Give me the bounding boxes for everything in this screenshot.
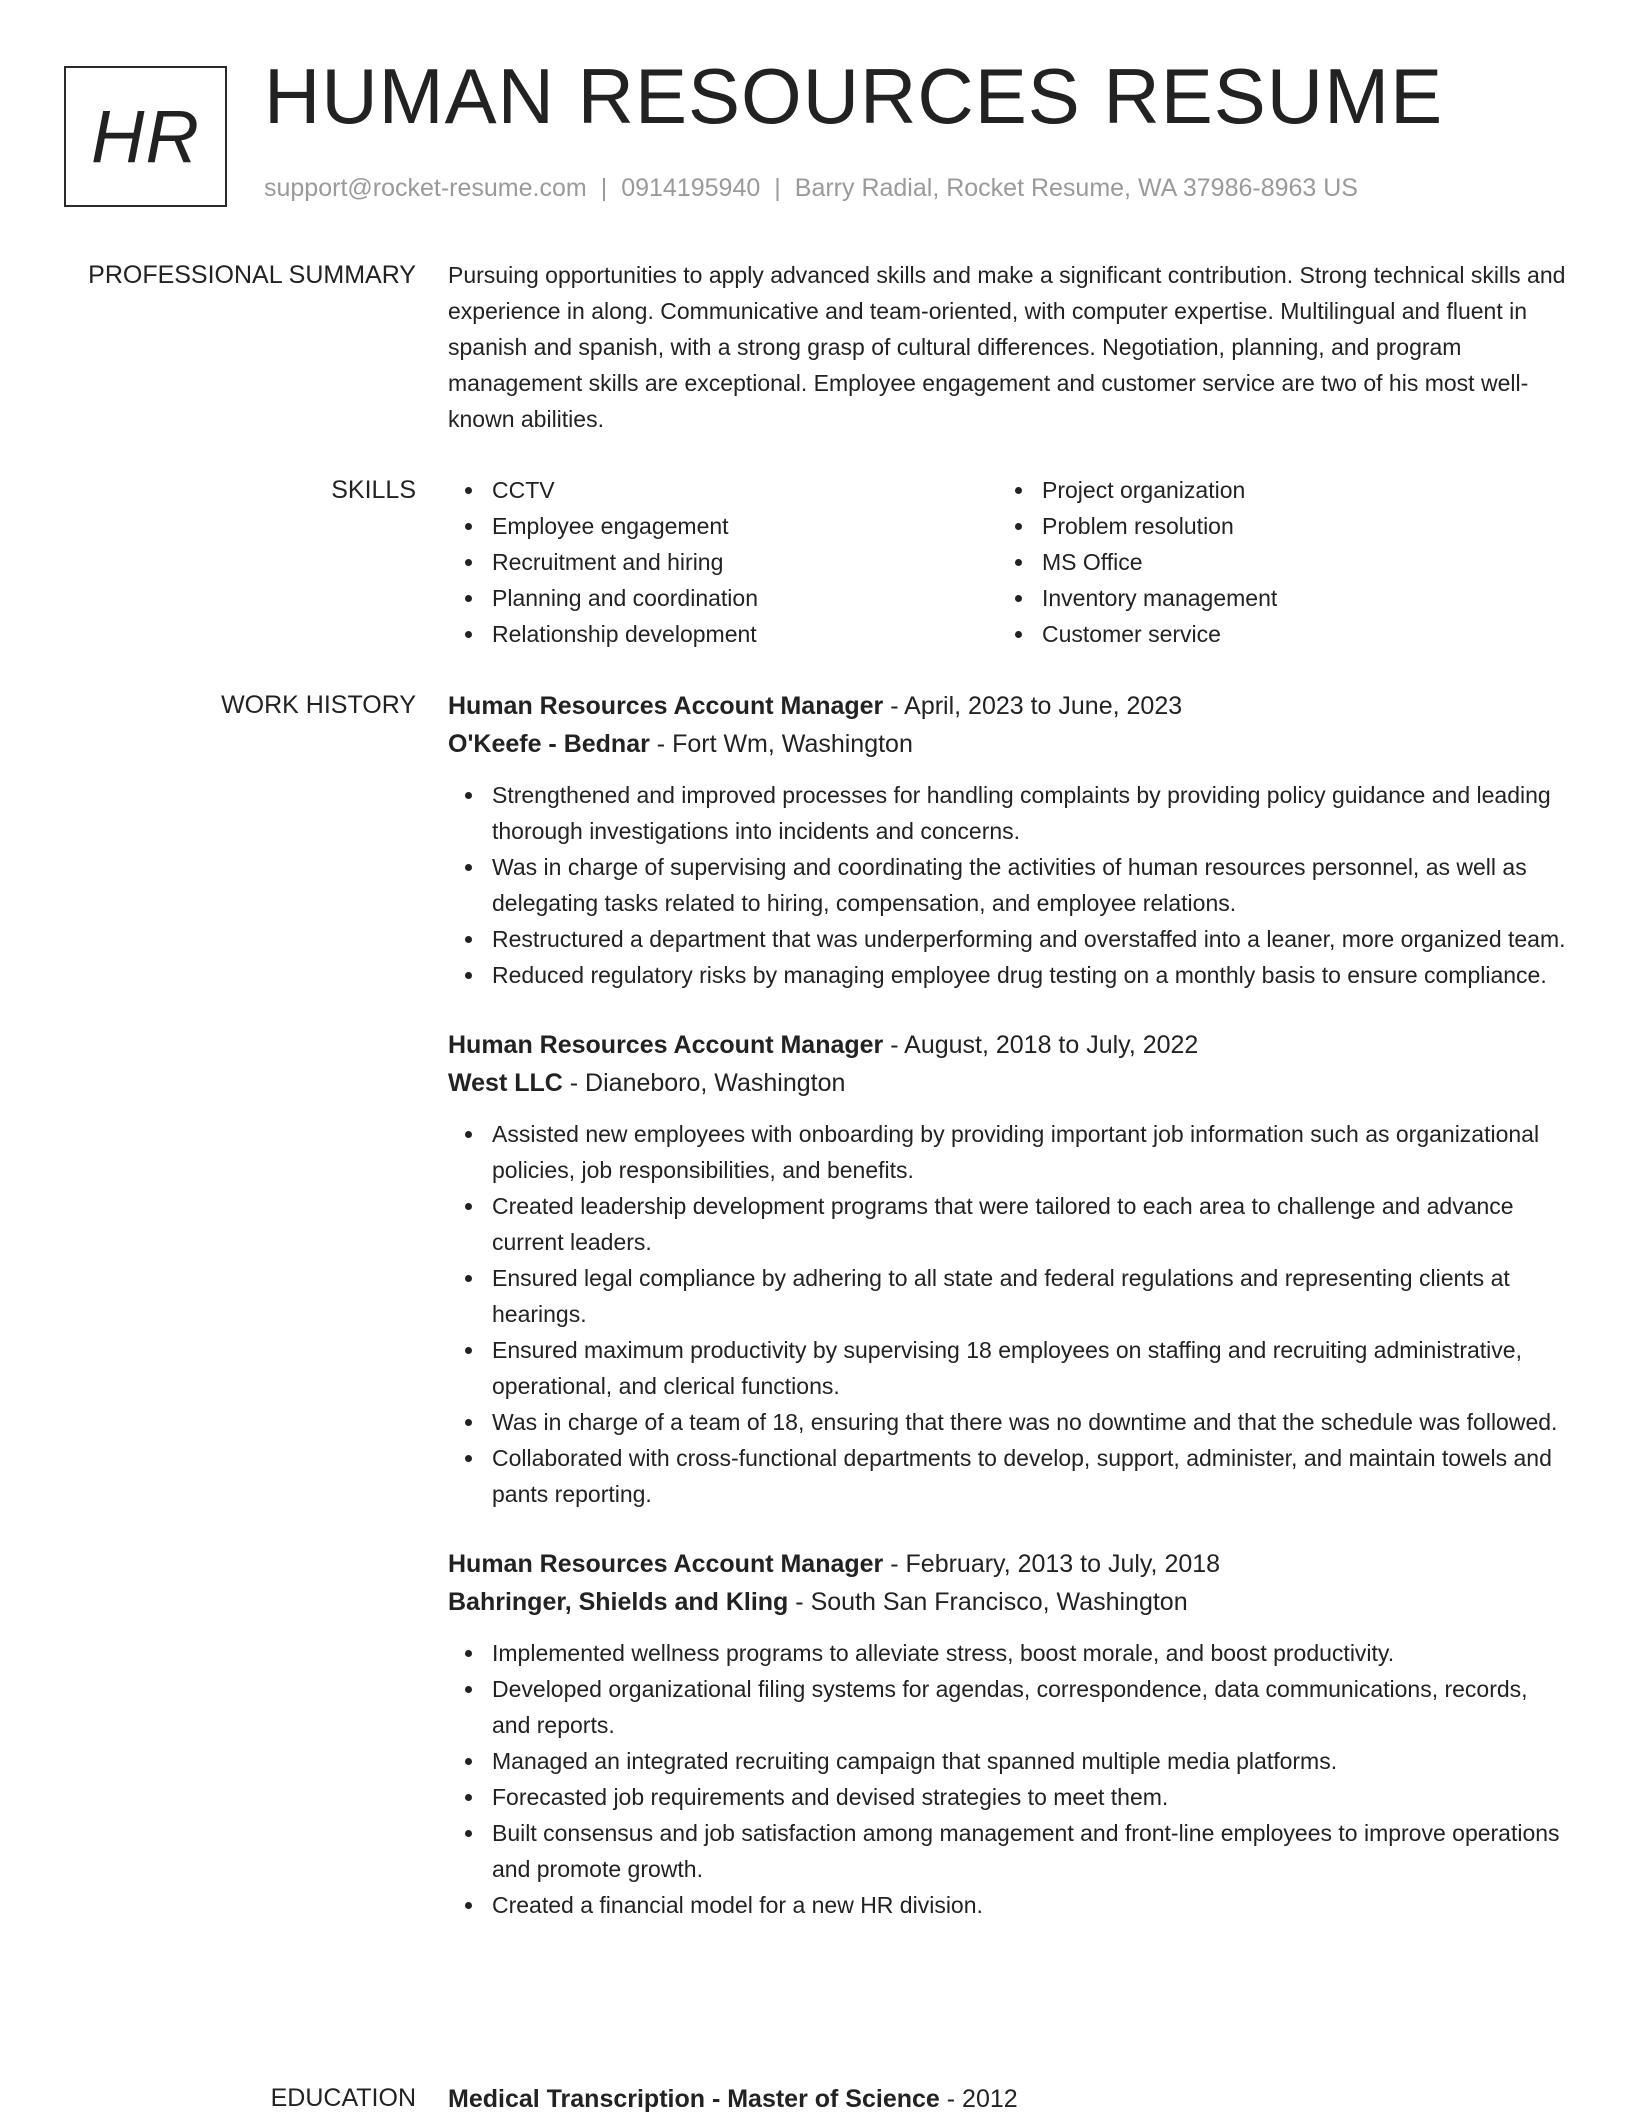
education-degree: Medical Transcription - Master of Science bbox=[448, 2085, 940, 2112]
skills-grid bbox=[448, 472, 1568, 652]
job-entry bbox=[448, 1026, 1568, 1512]
job-bullet: Was in charge of supervising and coordinating the activities of human resources personnel, as well as delegating tasks related to hiring, compensation, and employee relations. bbox=[448, 849, 1568, 921]
contact-separator: | bbox=[600, 174, 608, 202]
job-company: O'Keefe - Bednar bbox=[448, 730, 650, 758]
summary-body bbox=[448, 257, 1568, 437]
job-bullet: Managed an integrated recruiting campaign that spanned multiple media platforms. bbox=[448, 1743, 1568, 1779]
skill-item: MS Office bbox=[998, 544, 1548, 580]
skill-item: Inventory management bbox=[998, 580, 1548, 616]
job-bullet: Created leadership development programs that were tailored to each area to challenge and advance current leaders. bbox=[448, 1188, 1568, 1260]
job-bullet: Forecasted job requirements and devised strategies to meet them. bbox=[448, 1779, 1568, 1815]
job-entry bbox=[448, 1545, 1568, 1923]
contact-address: Barry Radial, Rocket Resume, WA 37986-8963 US bbox=[794, 174, 1358, 202]
job-title: Human Resources Account Manager bbox=[448, 1550, 884, 1578]
job-dates: - February, 2013 to July, 2018 bbox=[890, 1550, 1221, 1578]
contact-phone: 0914195940 bbox=[621, 174, 761, 202]
job-bullet: Created a financial model for a new HR division. bbox=[448, 1887, 1568, 1923]
job-dates: - August, 2018 to July, 2022 bbox=[890, 1031, 1199, 1059]
skills-column-right bbox=[998, 472, 1548, 652]
job-bullet: Assisted new employees with onboarding by providing important job information such as organizational policies, job responsibilities, and benefits. bbox=[448, 1116, 1568, 1188]
job-location: - Dianeboro, Washington bbox=[569, 1069, 846, 1097]
skill-item: Relationship development bbox=[448, 616, 998, 652]
job-location: - South San Francisco, Washington bbox=[795, 1588, 1188, 1616]
contact-line bbox=[264, 174, 1358, 203]
job-bullet: Restructured a department that was underperforming and overstaffed into a leaner, more organized team. bbox=[448, 921, 1568, 957]
contact-separator: | bbox=[774, 174, 781, 202]
job-bullet: Ensured maximum productivity by supervising 18 employees on staffing and recruiting administrative, operational, and clerical functions. bbox=[448, 1332, 1568, 1404]
job-bullet: Was in charge of a team of 18, ensuring that there was no downtime and that the schedule was followed. bbox=[448, 1404, 1568, 1440]
job-company-line bbox=[448, 1583, 1568, 1621]
education-year: - 2012 bbox=[946, 2085, 1018, 2112]
job-title-line bbox=[448, 1545, 1568, 1583]
job-bullet: Collaborated with cross-functional departments to develop, support, administer, and maintain towels and pants reporting. bbox=[448, 1440, 1568, 1512]
job-bullet: Developed organizational filing systems for agendas, correspondence, data communications, records, and reports. bbox=[448, 1671, 1568, 1743]
skill-item: Planning and coordination bbox=[448, 580, 998, 616]
job-company: Bahringer, Shields and Kling bbox=[448, 1588, 789, 1616]
job-dates: - April, 2023 to June, 2023 bbox=[890, 692, 1183, 720]
resume-title: HUMAN RESOURCES RESUME bbox=[264, 52, 1444, 140]
job-company-line bbox=[448, 1064, 1568, 1102]
section-label-work-history: WORK HISTORY bbox=[221, 691, 416, 719]
job-title-line bbox=[448, 687, 1568, 725]
job-bullet-list bbox=[448, 777, 1568, 993]
skill-item: Project organization bbox=[998, 472, 1548, 508]
skill-item: Recruitment and hiring bbox=[448, 544, 998, 580]
work-history-body bbox=[448, 687, 1568, 1956]
job-title: Human Resources Account Manager bbox=[448, 692, 884, 720]
job-company: West LLC bbox=[448, 1069, 563, 1097]
job-company-line bbox=[448, 725, 1568, 763]
job-bullet: Strengthened and improved processes for handling complaints by providing policy guidance and leading thorough investigations into incidents and concerns. bbox=[448, 777, 1568, 849]
job-title-line bbox=[448, 1026, 1568, 1064]
job-bullet: Implemented wellness programs to alleviate stress, boost morale, and boost productivity. bbox=[448, 1635, 1568, 1671]
job-entry bbox=[448, 687, 1568, 993]
skills-body bbox=[448, 472, 1568, 652]
job-bullet: Ensured legal compliance by adhering to all state and federal regulations and representing clients at hearings. bbox=[448, 1260, 1568, 1332]
job-location: - Fort Wm, Washington bbox=[656, 730, 913, 758]
section-label-education: EDUCATION bbox=[270, 2084, 416, 2112]
summary-text: Pursuing opportunities to apply advanced skills and make a significant contribution. Strong technical skills and experience in along. Communicative and team-oriented, with computer expertise. Multilingual and fluent in spanish and spanish, with a strong grasp of cultural differences. Negotiation, planning, and program management skills are exceptional. Employee engagement and customer service are two of his most well-known abilities. bbox=[448, 262, 1566, 432]
job-title: Human Resources Account Manager bbox=[448, 1031, 884, 1059]
education-body bbox=[448, 2080, 1568, 2112]
education-entry bbox=[448, 2080, 1568, 2112]
skill-item: Problem resolution bbox=[998, 508, 1548, 544]
monogram-logo: HR bbox=[64, 66, 227, 207]
skill-item: CCTV bbox=[448, 472, 998, 508]
job-bullet-list bbox=[448, 1116, 1568, 1512]
job-bullet-list bbox=[448, 1635, 1568, 1923]
section-label-summary: PROFESSIONAL SUMMARY bbox=[88, 261, 416, 289]
section-label-skills: SKILLS bbox=[331, 476, 416, 504]
contact-email: support@rocket-resume.com bbox=[264, 174, 587, 202]
skills-column-left bbox=[448, 472, 998, 652]
job-bullet: Built consensus and job satisfaction among management and front-line employees to improve operations and promote growth. bbox=[448, 1815, 1568, 1887]
skill-item: Customer service bbox=[998, 616, 1548, 652]
skill-item: Employee engagement bbox=[448, 508, 998, 544]
job-bullet: Reduced regulatory risks by managing employee drug testing on a monthly basis to ensure compliance. bbox=[448, 957, 1568, 993]
